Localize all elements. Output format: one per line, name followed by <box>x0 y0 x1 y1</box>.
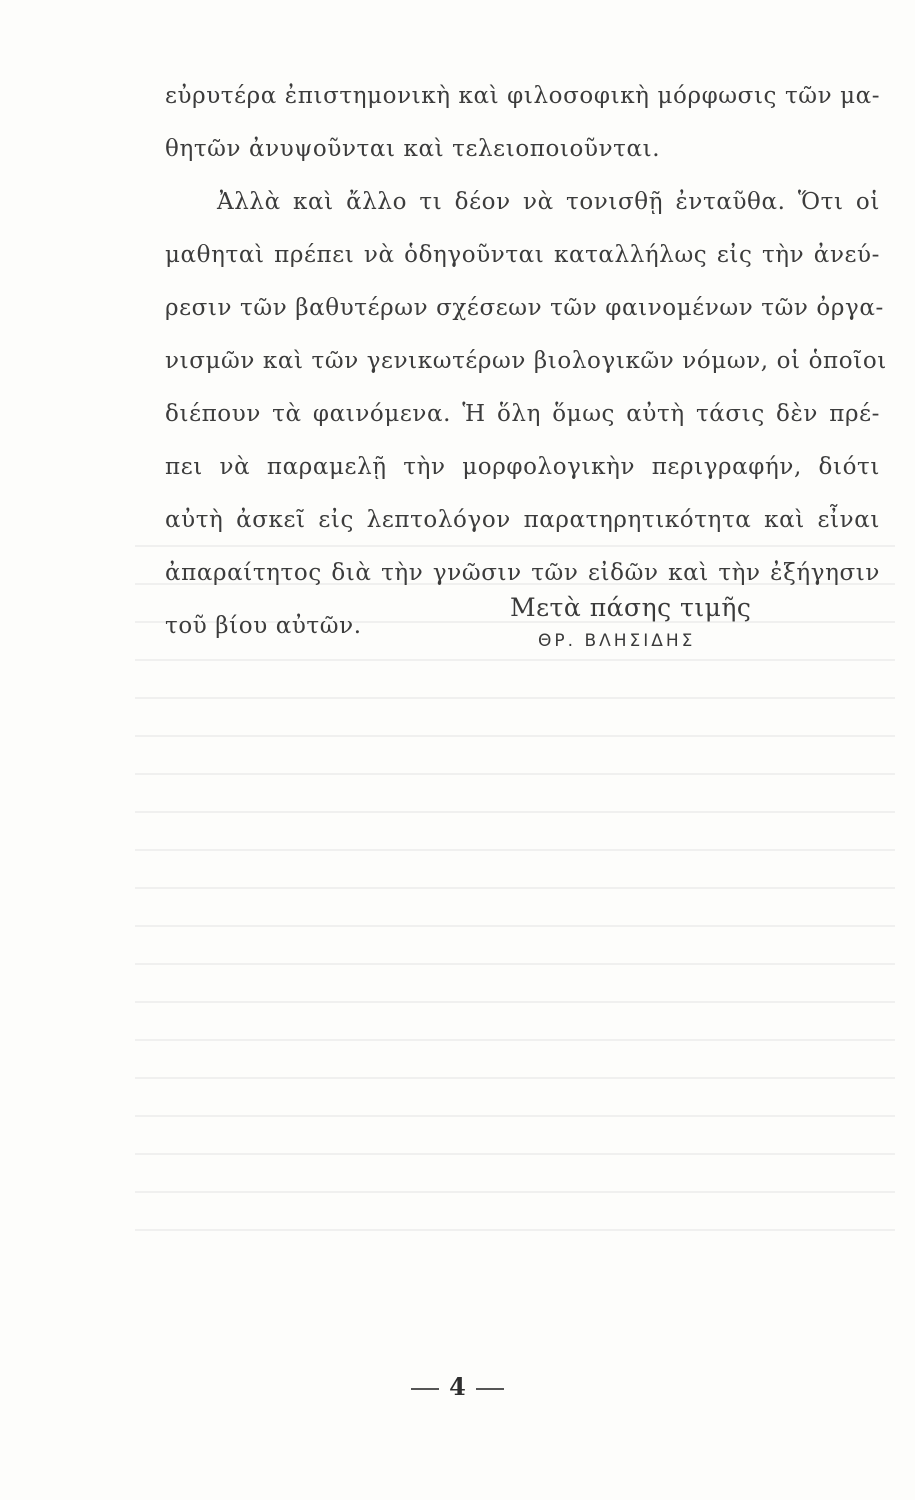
body-line: θητῶν ἀνυψοῦνται καὶ τελειοποιοῦνται. <box>165 136 661 162</box>
closing-block <box>510 590 810 656</box>
salutation: Μετὰ πάσης τιμῆς <box>510 593 752 622</box>
body-line: ρεσιν τῶν βαθυτέρων σχέσεων τῶν φαινομένων τῶν ὀργα- <box>165 295 884 321</box>
body-line: διέπουν τὰ φαινόμενα. Ἡ ὅλη ὅμως αὐτὴ τάσις δὲν πρέ- <box>165 401 880 427</box>
body-line: εὐρυτέρα ἐπιστημονικὴ καὶ φιλοσοφικὴ μόρφωσις τῶν μα- <box>165 83 881 109</box>
signature: ΘΡ. ΒΛΗΣΙΔΗΣ <box>538 631 696 651</box>
dash-right <box>476 1388 504 1390</box>
body-line: πει νὰ παραμελῇ τὴν μορφολογικὴν περιγραφήν, διότι <box>165 454 880 480</box>
body-line: Ἀλλὰ καὶ ἄλλο τι δέον νὰ τονισθῇ ἐνταῦθα. Ὅτι οἱ <box>217 189 880 215</box>
body-line: νισμῶν καὶ τῶν γενικωτέρων βιολογικῶν νόμων, οἱ ὁποῖοι <box>165 348 887 374</box>
bleed-through-text <box>135 545 895 1305</box>
body-line: ἀπαραίτητος διὰ τὴν γνῶσιν τῶν εἰδῶν καὶ τὴν ἐξήγησιν <box>165 560 880 586</box>
page-number: 4 <box>449 1372 466 1401</box>
body-text <box>165 70 887 653</box>
dash-left <box>411 1388 439 1390</box>
body-line: αὐτὴ ἀσκεῖ εἰς λεπτολόγον παρατηρητικότητα καὶ εἶναι <box>165 507 880 533</box>
page-number-footer <box>0 1372 915 1401</box>
body-line: τοῦ βίου αὐτῶν. <box>165 613 362 639</box>
body-line: μαθηταὶ πρέπει νὰ ὁδηγοῦνται καταλλήλως εἰς τὴν ἀνεύ- <box>165 242 880 268</box>
